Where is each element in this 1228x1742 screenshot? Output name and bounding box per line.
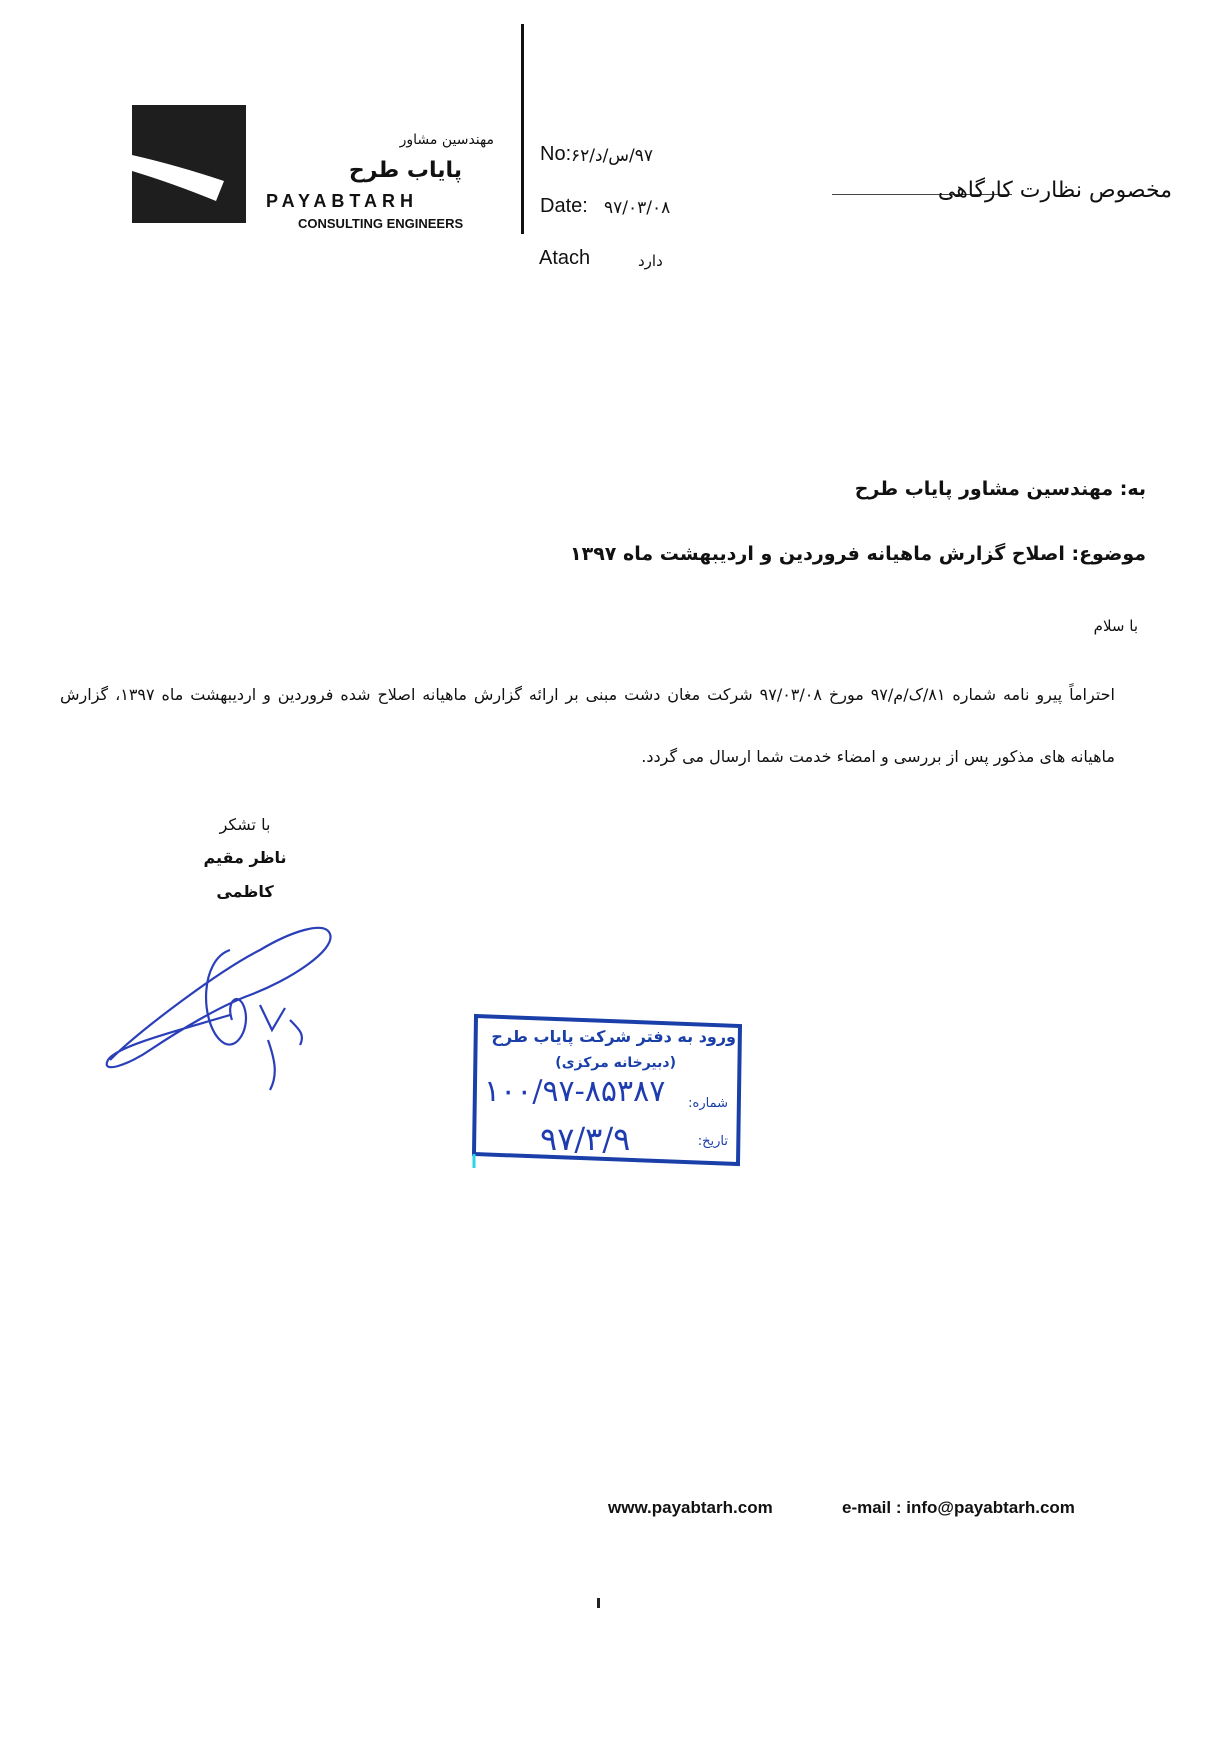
- page-marker: [597, 1598, 600, 1608]
- firm-name-persian: پایاب طرح: [348, 158, 462, 183]
- stamp-date: ۹۷/۳/۹: [540, 1120, 631, 1158]
- letter-greeting: با سلام: [1093, 617, 1138, 635]
- letter-subject: موضوع: اصلاح گزارش ماهیانه فروردین و اردیبهشت ماه ۱۳۹۷: [570, 543, 1146, 565]
- firm-subtitle-english: CONSULTING ENGINEERS: [298, 216, 464, 231]
- stamp-title: ورود به دفتر شرکت پایاب طرح: [491, 1027, 736, 1046]
- letter-number-label: No:: [540, 143, 572, 165]
- closing-phrase: با تشکر: [219, 815, 271, 834]
- firm-name-english: PAYABTARH: [266, 191, 419, 211]
- stamp-number-label: شماره:: [688, 1096, 728, 1111]
- footer-website: www.payabtarh.com: [608, 1498, 773, 1517]
- header-divider: [521, 24, 524, 234]
- signer-title: ناظر مقیم: [203, 848, 287, 867]
- stamp-subtitle: (دبیرخانه مرکزی): [555, 1055, 676, 1071]
- stamp-number: ۱۰۰/۹۷-۸۵۳۸۷: [484, 1074, 666, 1109]
- received-stamp: [470, 1012, 746, 1168]
- signer-name: کاظمی: [216, 882, 274, 901]
- attachment-value: دارد: [638, 252, 663, 270]
- letter-number-value: ۹۷/س/د/۶۲: [571, 146, 654, 166]
- footer-email: e-mail : info@payabtarh.com: [842, 1498, 1075, 1517]
- classification-text: مخصوص نظارت کارگاهی: [937, 178, 1172, 203]
- letter-date-label: Date:: [540, 195, 588, 217]
- handwritten-signature: [100, 910, 340, 1100]
- attachment-label: Atach: [539, 247, 591, 269]
- letter-date-value: ۹۷/۰۳/۰۸: [604, 198, 671, 218]
- firm-name-persian-prefix: مهندسین مشاور: [399, 132, 494, 148]
- letter-body-paragraph: احتراماً پیرو نامه شماره ۸۱/ک/م/۹۷ مورخ ۹۷/۰۳/۰۸ شرکت مغان دشت مبنی بر ارائه گزارش ماهیانه اصلاح شده فروردین و اردیبهشت ماه ۱۳۹۷، گزارش ماهیانه های مذکور پس از بررسی و امضاء خدمت شما ارسال می گردد.: [60, 685, 1115, 766]
- stamp-date-label: تاریخ:: [697, 1134, 728, 1149]
- letter-recipient: به: مهندسین مشاور پایاب طرح: [854, 478, 1146, 500]
- payabtarh-logo-icon: [132, 105, 246, 223]
- classification-stamp: [832, 160, 1172, 210]
